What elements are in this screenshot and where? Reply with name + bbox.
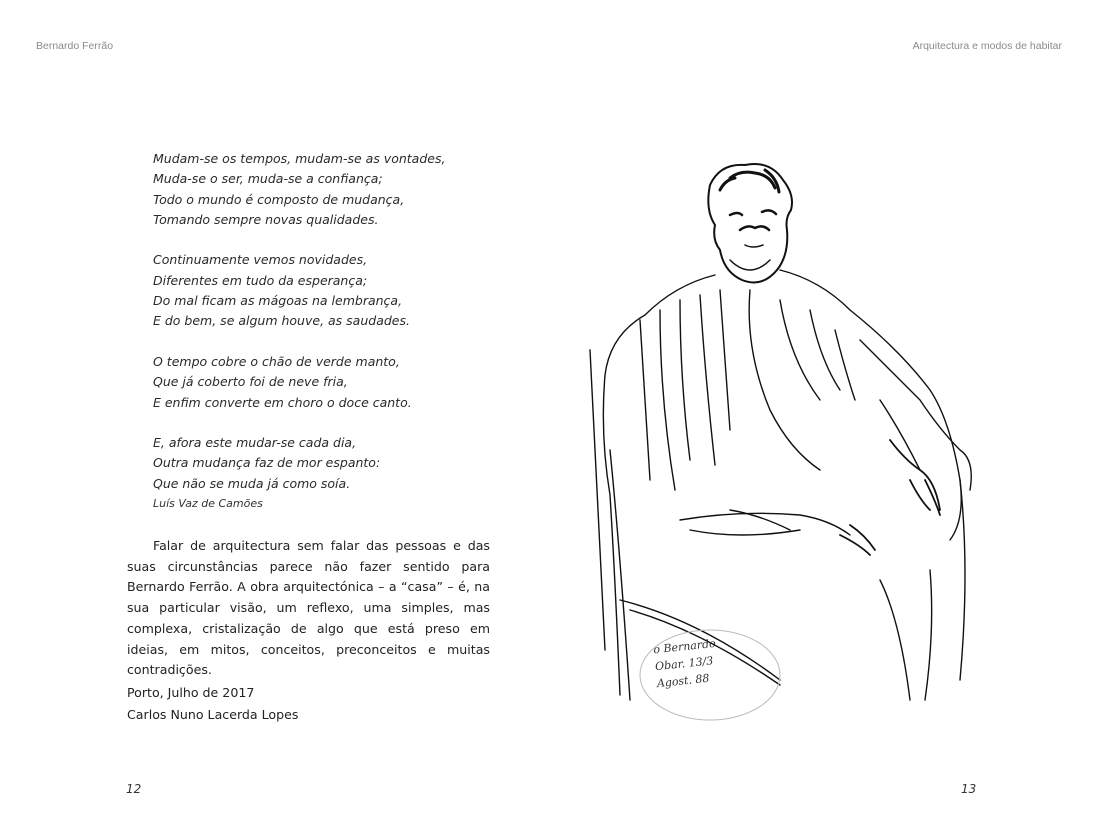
body-paragraph: Falar de arquitectura sem falar das pessoas e das suas circunstâncias parece não fazer sentido para Bernardo Ferrão. A obra arquitectónica – a “casa” – é, na sua particular visão, um reflexo, uma simples, mas complexa, cristalização de algo que está preso em ideias, em mitos, conceitos, preconceitos e muitas contradições. [127, 538, 490, 678]
signoff [127, 682, 298, 725]
author-name: Carlos Nuno Lacerda Lopes [127, 706, 299, 722]
poem-line: Do mal ficam as mágoas na lembrança, [153, 293, 403, 309]
poem [153, 149, 445, 514]
place-date: Porto, Julho de 2017 [127, 685, 255, 700]
poem-line: Muda-se o ser, muda-se a confiança; [153, 171, 383, 187]
poem-line: Tomando sempre novas qualidades. [153, 211, 379, 227]
poem-line: Todo o mundo é composto de mudança, [153, 191, 405, 207]
poem-stanza [153, 250, 445, 331]
page-number-left: 12 [126, 782, 142, 796]
poem-line: Diferentes em tudo da esperança; [153, 272, 368, 288]
poem-line: Outra mudança faz de mor espanto: [153, 455, 381, 471]
sketch-signature [653, 635, 721, 692]
body-text [127, 536, 490, 681]
poem-line: Que não se muda já como soía. [153, 475, 351, 491]
poem-attribution: Luís Vaz de Camões [153, 497, 263, 511]
poem-stanza [153, 433, 445, 494]
signature-line: Agost. 88 [656, 671, 711, 691]
running-header-left: Bernardo Ferrão [36, 40, 114, 52]
portrait-sketch [580, 150, 1000, 730]
running-header-right: Arquitectura e modos de habitar [912, 40, 1062, 52]
poem-stanza [153, 149, 445, 230]
poem-line: E do bem, se algum houve, as saudades. [153, 313, 410, 329]
poem-line: Que já coberto foi de neve fria, [153, 374, 348, 390]
page-number-right: 13 [961, 782, 977, 796]
sketch-head [708, 164, 792, 282]
poem-line: E enfim converte em choro o doce canto. [153, 394, 412, 410]
poem-line: E, afora este mudar-se cada dia, [153, 435, 357, 451]
poem-line: Mudam-se os tempos, mudam-se as vontades, [153, 151, 446, 166]
poem-line: O tempo cobre o chão de verde manto, [153, 353, 400, 369]
signature-line: o Bernardo [652, 636, 717, 657]
poem-stanza [153, 352, 445, 413]
signature-line: Obar. 13/3 [654, 654, 714, 674]
sketch-body [590, 270, 971, 700]
poem-line: Continuamente vemos novidades, [153, 252, 368, 268]
